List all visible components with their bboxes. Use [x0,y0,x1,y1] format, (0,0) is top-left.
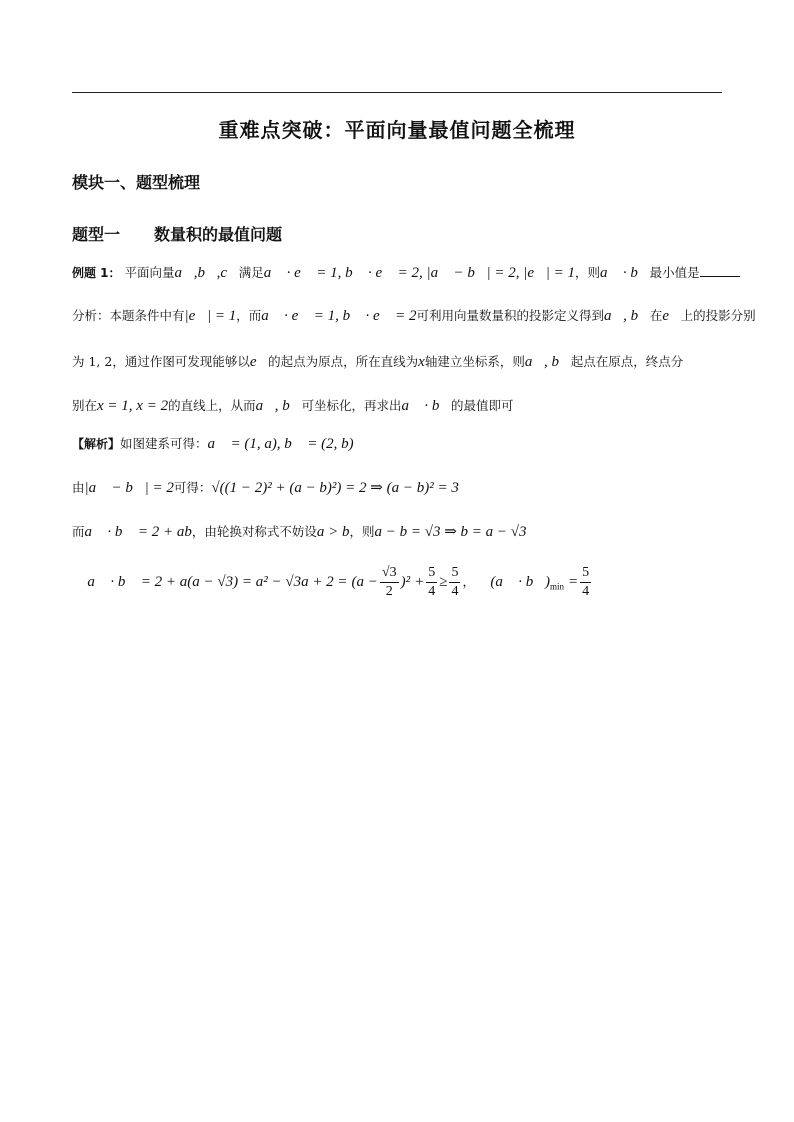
solution-label: 【解析】 [72,437,121,451]
solution-text: ，由轮换对称式不妨设 [191,524,317,539]
solution-math: ≥ [439,574,448,590]
example-conditions: a⃗ · e⃗ = 1, b⃗ · e⃗ = 2, |a⃗ − b⃗| = 2, |e⃗| = 1 [263,265,575,281]
analysis-math: a⃗ · e⃗ = 1, b⃗ · e⃗ = 2 [261,308,417,324]
analysis-text: ，而 [236,308,262,323]
example-text: ，则 [574,265,600,280]
page-title: 重难点突破：平面向量最值问题全梳理 [218,118,576,142]
example-text: 最小值是 [649,265,700,280]
analysis-text: 的直线上，从而 [168,398,256,413]
analysis-text: 轴建立坐标系，则 [424,354,525,369]
solution-math: a⃗ = (1, a), b⃗ = (2, b) [207,436,354,452]
solution-text: ，则 [349,524,375,539]
analysis-text: 在 [649,308,663,323]
fraction-numerator: 5 [449,564,460,583]
solution-math: |a⃗ − b⃗| = 2 [84,480,174,496]
solution-math: √((1 − 2)² + (a − b)²) = 2 ⇒ (a − b)² = 3 [211,480,459,496]
analysis-text: 为 1, 2，通过作图可发现能够以 [72,354,250,369]
type-heading [72,222,282,245]
analysis-math: x [418,354,425,370]
analysis-line-1 [72,306,756,326]
solution-line-1 [72,434,724,454]
solution-math: )² [400,574,411,590]
analysis-text: 的最值即可 [451,398,514,413]
analysis-text: 分析：本题条件中有 [72,308,185,323]
analysis-math: |e⃗| = 1 [184,308,237,324]
solution-math: = [567,574,579,590]
header-rule [72,92,722,93]
fraction-numerator: 5 [580,564,591,583]
fraction [580,564,591,601]
analysis-text: 上的投影分别 [680,308,756,323]
analysis-math: a⃗, b⃗ [603,308,650,324]
fraction [380,564,399,601]
solution-text: 而 [72,524,85,539]
analysis-line-2 [72,352,724,372]
solution-math: + [414,574,425,590]
solution-line-3 [72,522,724,542]
solution-line-4 [72,562,724,607]
module-heading: 模块一、题型梳理 [72,173,201,192]
fraction [426,564,437,601]
analysis-math: a⃗, b⃗ [524,354,571,370]
solution-text: 由 [72,480,85,495]
fraction-numerator: √3 [380,564,399,583]
solution-math: ∴ (a⃗ · b⃗) [474,574,550,590]
example-label: 例题 1： [72,266,121,280]
solution-math: ∴ a⃗ · b⃗ = 2 + a(a − √3) = a² − √3a + 2 = [72,574,348,590]
fraction-denominator: 2 [385,584,393,599]
analysis-text: 可坐标化，再求出 [301,398,402,413]
solution-math: a⃗ · b⃗ = 2 + ab [84,524,192,540]
example-text: 平面向量 [124,265,175,280]
fraction-denominator: 4 [582,584,590,599]
solution-text: 可得： [173,480,212,495]
subscript-min: min [549,581,564,592]
type-heading-label: 题型一 [72,225,121,244]
analysis-text: 起点在原点，终点分 [570,354,684,369]
solution-math: (a − [351,574,378,590]
fraction-denominator: 4 [428,584,436,599]
fraction-denominator: 4 [451,584,459,599]
fraction-numerator: 5 [426,564,437,583]
analysis-math: a⃗ · b⃗ [401,398,452,414]
solution-text: ， [462,574,475,589]
example-target: a⃗ · b⃗ [599,265,650,281]
analysis-math: e⃗ [249,354,269,370]
solution-text: 如图建系可得： [120,436,208,451]
analysis-math: a⃗, b⃗ [255,398,302,414]
solution-math: a − b = √3 ⇒ b = a − √3 [374,524,527,540]
solution-line-2 [72,478,724,498]
analysis-text: 可利用向量数量积的投影定义得到 [416,308,604,323]
fraction [449,564,460,601]
analysis-text: 的起点为原点，所在直线为 [268,354,419,369]
analysis-text: 别在 [72,398,98,413]
analysis-math: x = 1, x = 2 [97,398,169,414]
analysis-math: e⃗ [662,308,681,324]
example-text: 满足 [238,265,264,280]
analysis-line-3 [72,396,724,416]
solution-math: a > b [316,524,350,540]
answer-blank [700,264,740,277]
example-vectors: a⃗,b⃗,c⃗ [174,265,239,281]
example-1 [72,263,724,283]
type-heading-name: 数量积的最值问题 [154,225,283,244]
